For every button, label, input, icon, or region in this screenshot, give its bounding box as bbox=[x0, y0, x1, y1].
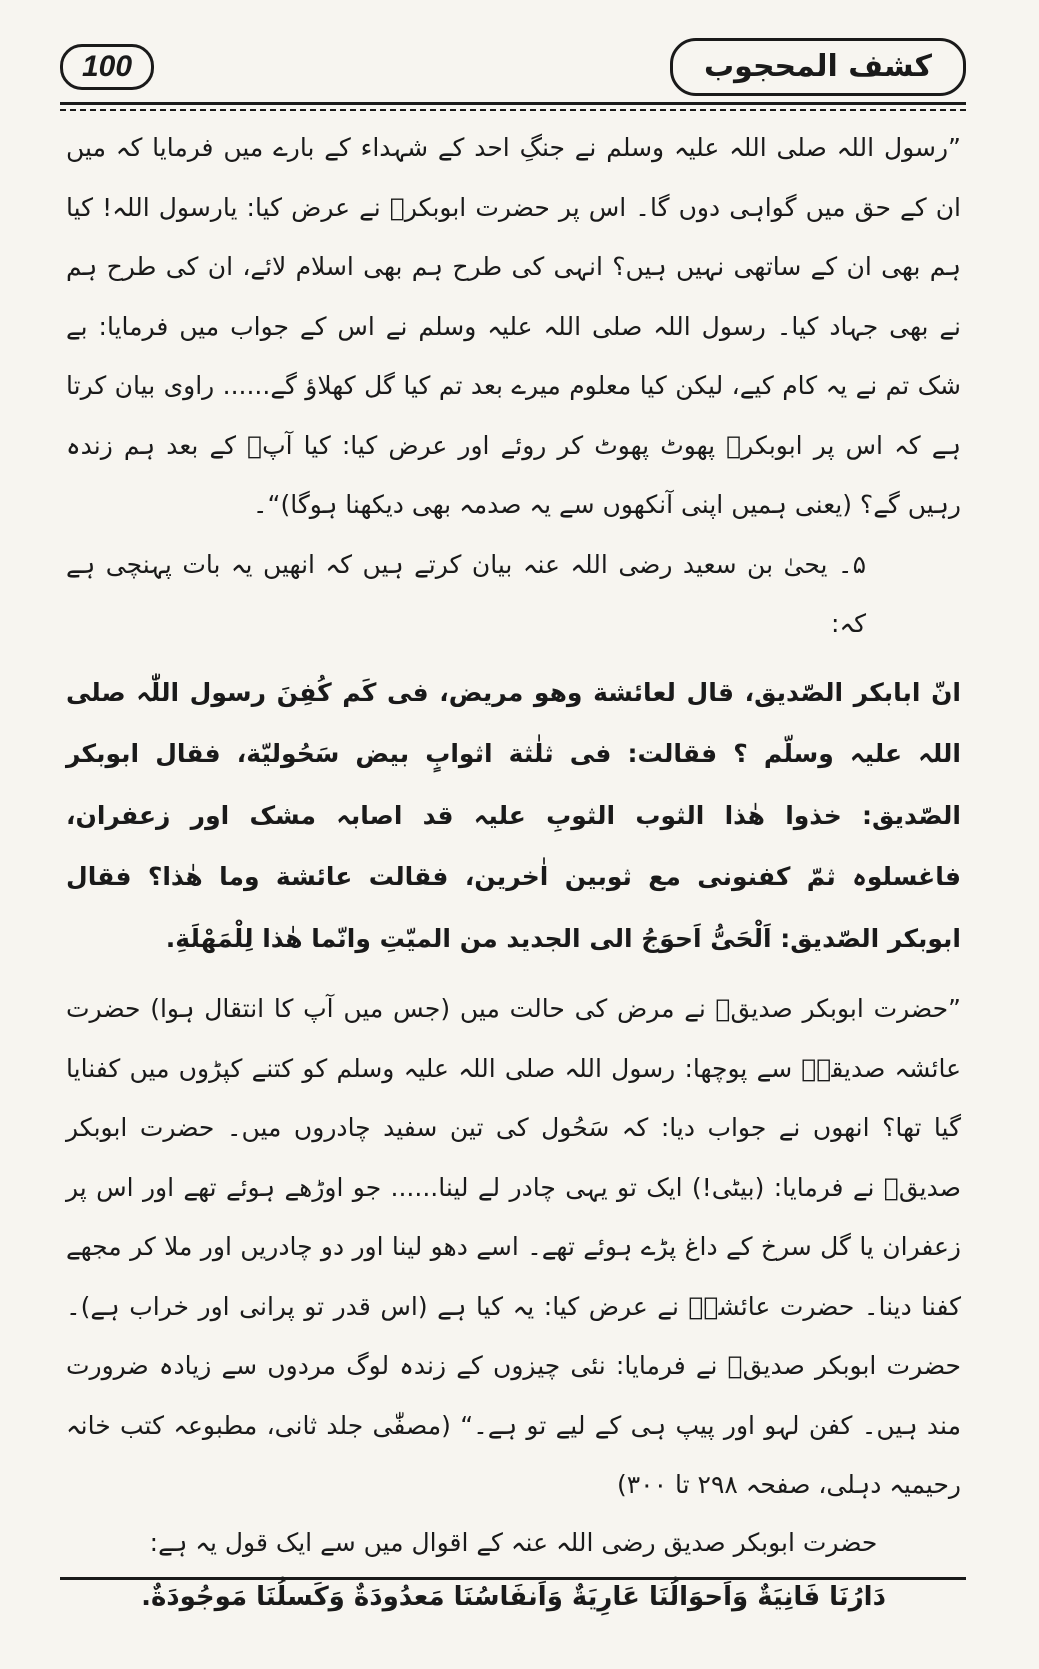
paragraph-uhud-martyrs: ”رسول اللہ صلی اللہ علیہ وسلم نے جنگِ احد کے شہداء کے بارے میں فرمایا کہ میں ان کے حق میں گواہی دوں گا۔ اس پر حضرت ابوبکرؓ نے عرض کیا: یارسول اللہ! کیا ہم بھی ان کے ساتھی نہیں ہیں؟ انہی کی طرح ہم بھی اسلام لائے، ان کی طرح ہم نے بھی جہاد کیا۔ رسول اللہ صلی اللہ علیہ وسلم نے اس کے جواب میں فرمایا: بے شک تم نے یہ کام کیے، لیکن کیا معلوم میرے بعد تم کیا گل کھلاؤ گے...... راوی بیان کرتا ہے کہ اس پر ابوبکرؓ پھوٹ پھوٹ کر روئے اور عرض کیا: کیا آپؐ کے بعد ہم زندہ رہیں گے؟ (یعنی ہمیں اپنی آنکھوں سے یہ صدمہ بھی دیکھنا ہوگا)“۔ bbox=[66, 133, 961, 519]
arabic-saying: دَارُنَا فَانِیَةٌ وَاَحوَالُنَا عَارِیَةٌ وَاَنفَاسُنَا مَعدُودَةٌ وَکَسلُنَا مَوجُودَةٌ. bbox=[141, 1581, 886, 1612]
paragraph-narration-intro: ۵۔ یحیٰ بن سعید رضی اللہ عنہ بیان کرتے ہیں کہ انھیں یہ بات پہنچی ہے کہ: bbox=[66, 549, 866, 638]
page-number: 100 bbox=[60, 44, 154, 90]
footer-divider bbox=[60, 1577, 966, 1580]
page-header bbox=[60, 38, 966, 98]
arabic-hadith-text: انّ ابابکر الصّدیق، قال لعائشة وھو مریض، فی کَم کُفِنَ رسول اللّٰہ صلی اللہ علیہ وسلّم ؟ فقالت: فی ثلٰثة اثوابٍ بیض سَحُولیّة، فقال ابوبکر الصّدیق: خذوا ھٰذا الثوب الثوبِ علیہ قد اصابہ مشک اور زعفران، فاغسلوہ ثمّ کفنونی مع ثوبین اٰخرین، فقالت عائشة وما ھٰذا؟ فقال ابوبکر الصّدیق: اَلْحَیُّ اَحوَجُ الی الجدید من المیّتِ وانّما ھٰذا لِلْمَھْلَةِ. bbox=[66, 677, 961, 953]
page-body bbox=[66, 118, 961, 1625]
paragraph-saying-intro: حضرت ابوبکر صدیق رضی اللہ عنہ کے اقوال میں سے ایک قول یہ ہے: bbox=[149, 1527, 878, 1557]
paragraph-shroud-translation: ”حضرت ابوبکر صدیقؓ نے مرض کی حالت میں (جس میں آپ کا انتقال ہوا) حضرت عائشہ صدیقہؓ سے پوچھا: رسول اللہ صلی اللہ علیہ وسلم کو کتنے کپڑوں میں کفنایا گیا تھا؟ انھوں نے جواب دیا: کہ سَحُول کی تین سفید چادروں میں۔ حضرت ابوبکر صدیقؓ نے فرمایا: (بیٹی!) ایک تو یہی چادر لے لینا...... جو اوڑھے ہوئے تھے اور اس پر زعفران یا گل سرخ کے داغ پڑے ہوئے تھے۔ اسے دھو لینا اور دو چادریں اور ملا کر مجھے کفنا دینا۔ حضرت عائشہؓ نے عرض کیا: یہ کیا ہے (اس قدر تو پرانی اور خراب ہے)۔ حضرت ابوبکر صدیقؓ نے فرمایا: نئی چیزوں کے زندہ لوگ مردوں سے زیادہ ضرورت مند ہیں۔ کفن لہو اور پیپ ہی کے لیے تو ہے۔“ (مصفّٰی جلد ثانی، مطبوعہ کتب خانہ رحیمیہ دہلی، صفحہ ۲۹۸ تا ۳۰۰) bbox=[66, 994, 961, 1499]
header-divider bbox=[60, 102, 966, 111]
book-title: کشف المحجوب bbox=[670, 38, 966, 96]
